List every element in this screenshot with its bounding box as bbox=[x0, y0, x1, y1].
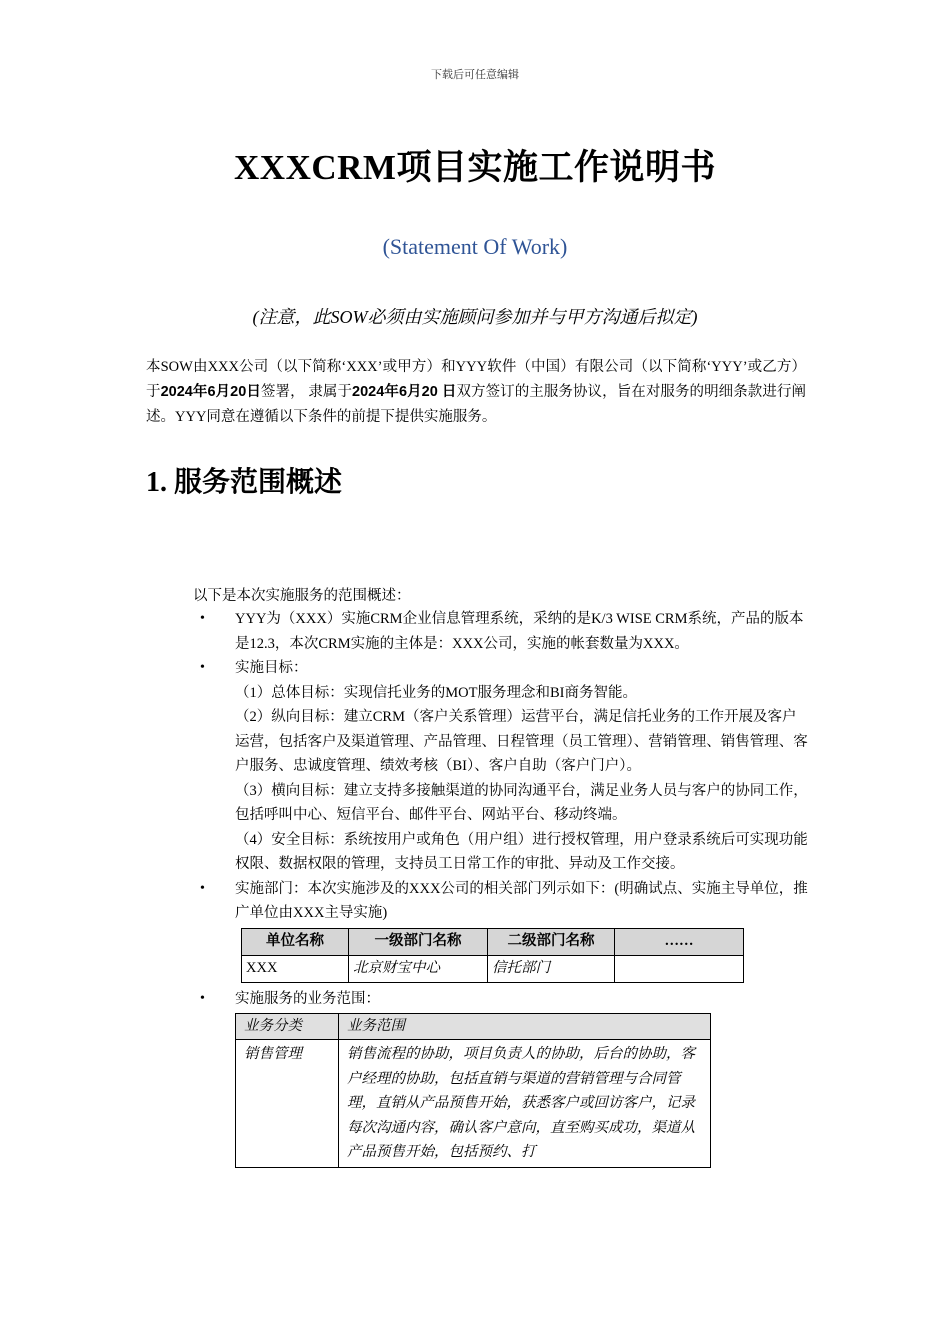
list-item bbox=[200, 987, 810, 1168]
list-item bbox=[200, 656, 810, 877]
bullet-icon: • bbox=[200, 660, 205, 675]
table-row bbox=[236, 1040, 711, 1168]
bullet-icon: • bbox=[200, 990, 205, 1006]
list-item bbox=[200, 877, 810, 983]
table-header: 二级部门名称 bbox=[488, 928, 615, 955]
document-subtitle: (Statement Of Work) bbox=[382, 234, 568, 259]
item-text: YYY为（XXX）实施CRM企业信息管理系统，采纳的是K/3 WISE CRM系统，产品的版本是12.3，本次CRM实施的主体是：XXX公司，实施的帐套数量为XXX。 bbox=[235, 611, 804, 652]
goal-item: （1）总体目标：实现信托业务的MOT服务理念和BI商务智能。 bbox=[235, 684, 637, 701]
section-heading: 1. 服务范围概述 bbox=[146, 467, 343, 498]
item-text: 实施部门：本次实施涉及的XXX公司的相关部门列示如下：(明确试点、实施主导单位，推广单位由XXX主导实施) bbox=[235, 880, 808, 921]
header-note: 下载后可任意编辑 bbox=[431, 68, 519, 81]
table-header: 单位名称 bbox=[242, 928, 349, 955]
agreement-date: 2024年6月20 日 bbox=[352, 384, 457, 400]
table-cell: XXX bbox=[242, 955, 349, 982]
table-header-row bbox=[236, 1014, 711, 1040]
document-title: XXXCRM项目实施工作说明书 bbox=[234, 148, 716, 187]
table-header: 业务范围 bbox=[339, 1014, 711, 1040]
table-header: 一级部门名称 bbox=[349, 928, 488, 955]
bullet-icon: • bbox=[200, 611, 205, 626]
table-cell: 销售管理 bbox=[236, 1040, 339, 1168]
table-row bbox=[242, 955, 744, 982]
intro-text: 签署， 隶属于 bbox=[260, 384, 353, 400]
goal-item: （3）横向目标：建立支持多接触渠道的协同沟通平台，满足业务人员与客户的协同工作，包括呼叫中心、短信平台、邮件平台、网站平台、移动终端。 bbox=[235, 782, 808, 823]
drafting-note: (注意，此SOW必须由实施顾问参加并与甲方沟通后拟定) bbox=[252, 307, 698, 327]
table-cell: 北京财宝中心 bbox=[349, 955, 488, 982]
table-cell bbox=[615, 955, 744, 982]
table-header-row bbox=[242, 928, 744, 955]
table-cell: 销售流程的协助，项目负责人的协助，后台的协助，客户经理的协助，包括直销与渠道的营销管理与合同管理，直销从产品预售开始，获悉客户或回访客户，记录每次沟通内容，确认客户意向，直至购买成功，渠道从产品预售开始，包括预约、打 bbox=[339, 1040, 711, 1168]
goal-item: （4）安全目标：系统按用户或角色（用户组）进行授权管理，用户登录系统后可实现功能权限、数据权限的管理，支持员工日常工作的审批、异动及工作交接。 bbox=[235, 831, 808, 872]
department-table bbox=[241, 928, 744, 983]
scope-lead: 以下是本次实施服务的范围概述： bbox=[193, 588, 411, 604]
intro-text: 本SOW由XXX公司（以下简称‘XXX’或甲方）和YYY软件（中国）有限公司（以下简称‘YYY’或乙方）于 bbox=[146, 359, 806, 400]
sign-date: 2024年6月20日 bbox=[160, 384, 261, 400]
table-cell: 信托部门 bbox=[488, 955, 615, 982]
business-scope-table bbox=[235, 1013, 711, 1168]
table-header: 业务分类 bbox=[236, 1014, 339, 1040]
scope-list bbox=[200, 607, 810, 1168]
bullet-icon: • bbox=[200, 880, 205, 896]
item-text: 实施服务的业务范围： bbox=[235, 990, 380, 1007]
intro-text: 双方签订的主服务协议，旨在对服务的明细条款进行阐述。YYY同意在遵循以下条件的前提下提供实施服务。 bbox=[146, 384, 807, 425]
table-header: …… bbox=[615, 928, 744, 955]
intro-paragraph bbox=[146, 355, 806, 430]
item-label: 实施目标： bbox=[235, 660, 308, 676]
list-item bbox=[200, 607, 810, 656]
goal-item: （2）纵向目标：建立CRM（客户关系管理）运营平台，满足信托业务的工作开展及客户运营，包括客户及渠道管理、产品管理、日程管理（员工管理）、营销管理、销售管理、客户服务、忠诚度管理、绩效考核（BI）、客户自助（客户门户）。 bbox=[235, 709, 808, 774]
